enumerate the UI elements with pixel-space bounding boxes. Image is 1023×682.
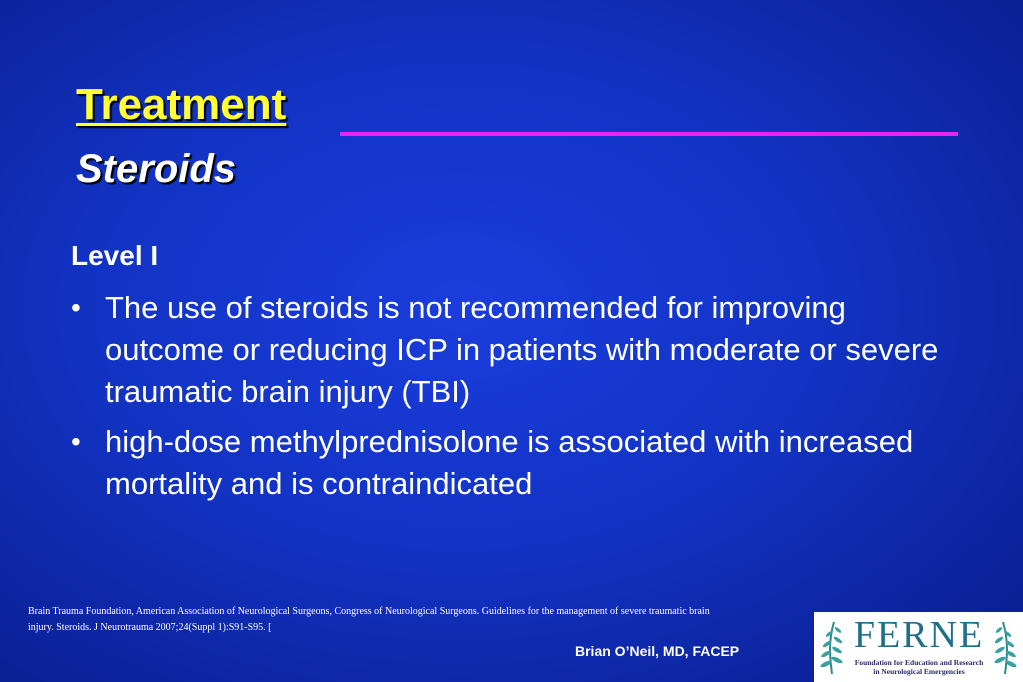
bullet-text: high-dose methylprednisolone is associated with increased mortality and is contraindicated bbox=[105, 424, 914, 501]
author-credit: Brian O’Neil, MD, FACEP bbox=[575, 643, 740, 659]
bullet-item bbox=[71, 287, 971, 413]
bullet-text: The use of steroids is not recommended for improving outcome or reducing ICP in patients with moderate or severe traumatic brain injury (TBI) bbox=[105, 290, 939, 409]
fern-leaf-icon bbox=[818, 618, 844, 676]
fern-leaf-icon bbox=[993, 618, 1019, 676]
slide-subtitle: Steroids bbox=[76, 147, 237, 191]
bullet-marker: • bbox=[71, 292, 81, 323]
ferne-logo bbox=[814, 612, 1023, 682]
logo-tagline bbox=[844, 658, 994, 676]
title-rule bbox=[340, 132, 958, 136]
logo-letters: FERNE bbox=[853, 614, 985, 656]
logo-tagline-line: in Neurological Emergencies bbox=[873, 667, 965, 676]
citation: Brain Trauma Foundation, American Association of Neurological Surgeons, Congress of Neurological Surgeons. Guidelines for the management of severe traumatic brain injury. Steroids. J Neurotrauma 2007;24(Suppl 1):S91-S95. [ bbox=[28, 606, 710, 633]
bullet-marker: • bbox=[71, 426, 81, 457]
level-heading: Level I bbox=[71, 240, 159, 271]
bullet-item bbox=[71, 421, 971, 505]
slide-title: Treatment bbox=[76, 80, 287, 129]
bullet-list bbox=[71, 287, 971, 513]
logo-tagline-line: Foundation for Education and Research bbox=[854, 658, 984, 667]
